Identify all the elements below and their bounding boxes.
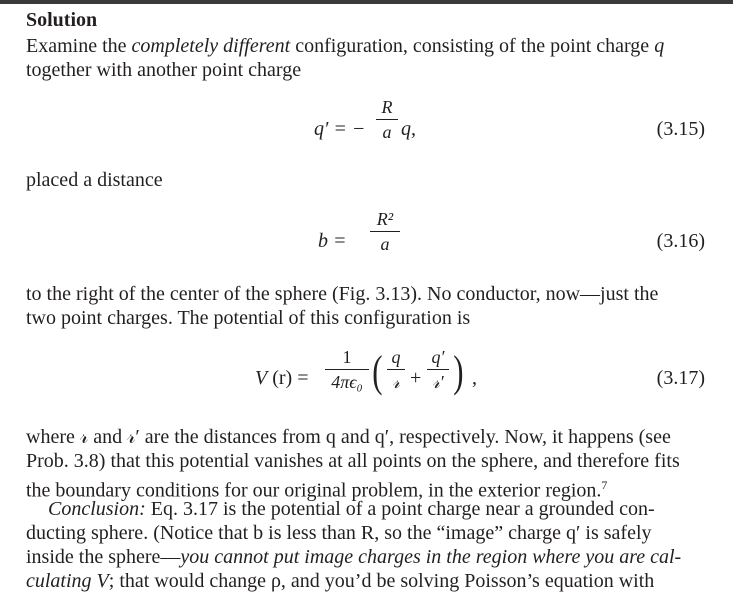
- placed-line: placed a distance: [26, 169, 163, 191]
- right-paren: ): [453, 347, 464, 396]
- eq-3-17-term-2-numerator: q′: [431, 347, 445, 367]
- eq-3-16-numerator: R²: [376, 209, 394, 229]
- eq-3-17-coef-numerator: 1: [342, 347, 352, 367]
- top-border: [0, 0, 733, 4]
- eq-3-16-number: (3.16): [656, 230, 705, 252]
- eq-3-17-lhs: V (r) =: [255, 367, 309, 389]
- eq-3-17-number: (3.17): [656, 367, 705, 389]
- eq-3-16-denominator: a: [380, 234, 390, 254]
- fraction-bar: [376, 119, 398, 120]
- left-paren: (: [372, 347, 383, 396]
- eq-3-15-denominator: a: [382, 122, 392, 142]
- paragraph-4-line-4: culating V; that would change ρ, and you’d be solving Poisson’s equation with: [26, 570, 655, 592]
- eq-3-16-fraction: [370, 208, 400, 255]
- paragraph-4-line-2: ducting sphere. (Notice that b is less than R, so the “image” charge q′ is safely: [26, 522, 652, 544]
- eq-3-15-lhs: q′ = −: [314, 118, 366, 140]
- paragraph-4-line-1: Conclusion: Eq. 3.17 is the potential of a point charge near a grounded con-: [48, 498, 655, 520]
- eq-3-17-plus: +: [410, 367, 422, 389]
- paragraph-3-line-3: the boundary conditions for our original problem, in the exterior region.$^7$: [26, 478, 608, 502]
- fraction-bar: [325, 369, 369, 370]
- eq-3-15-number: (3.15): [656, 118, 705, 140]
- paragraph-1-line-1: Examine the completely different configuration, consisting of the point charge q: [26, 35, 665, 57]
- eq-3-17-term-1: [387, 346, 405, 393]
- eq-3-17-term-2-denominator: 𝓇′: [432, 372, 444, 392]
- fraction-bar: [427, 369, 449, 370]
- eq-3-17-coefficient: [325, 346, 369, 393]
- paragraph-3-line-2: Prob. 3.8) that this potential vanishes at all points on the sphere, and therefore fits: [26, 450, 680, 472]
- paragraph-1-line-2: together with another point charge: [26, 59, 302, 81]
- footnote-marker: 7: [601, 478, 608, 492]
- eq-3-17-comma: ,: [472, 367, 477, 389]
- eq-3-15-fraction: [376, 96, 398, 143]
- eq-3-17-coef-denominator: 4πϵ₀: [331, 372, 363, 392]
- paragraph-4-line-3: inside the sphere—you cannot put image charges in the region where you are cal-: [26, 546, 682, 568]
- eq-3-15-numerator: R: [381, 97, 393, 117]
- eq-3-17-term-1-denominator: 𝓇: [392, 372, 400, 392]
- fraction-bar: [387, 369, 405, 370]
- fraction-bar: [370, 231, 400, 232]
- paragraph-2-line-2: two point charges. The potential of this configuration is: [26, 307, 471, 329]
- eq-3-17-term-2: [427, 346, 449, 393]
- paragraph-2-line-1: to the right of the center of the sphere (Fig. 3.13). No conductor, now—just the: [26, 283, 659, 305]
- eq-3-15-rhs: q,: [401, 118, 416, 140]
- solution-heading: Solution: [26, 9, 98, 31]
- paragraph-3-line-1: where 𝓇 and 𝓇′ are the distances from q and q′, respectively. Now, it happens (see: [26, 426, 671, 448]
- eq-3-17-term-1-numerator: q: [391, 347, 401, 367]
- eq-3-16-lhs: b =: [318, 230, 347, 252]
